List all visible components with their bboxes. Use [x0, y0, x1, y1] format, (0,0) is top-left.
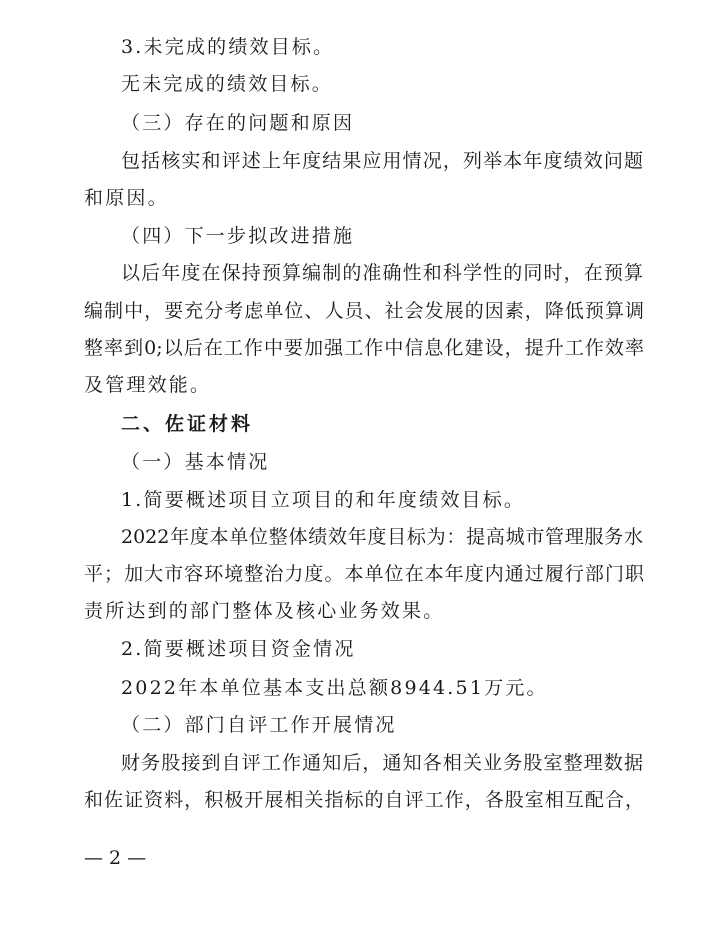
- text-line: 和原因。: [84, 187, 169, 209]
- text-line: 和佐证资料，积极开展相关指标的自评工作，各股室相互配合，: [84, 789, 644, 811]
- section-subheading: （四）下一步拟改进措施: [121, 225, 355, 247]
- text-line: 及管理效能。: [84, 374, 212, 396]
- text-line: 编制中，要充分考虑单位、人员、社会发展的因素，降低预算调: [84, 300, 644, 322]
- text-line: 财务股接到自评工作通知后，通知各相关业务股室整理数据: [121, 752, 643, 774]
- text-line: 无未完成的绩效目标。: [121, 73, 334, 95]
- text-line: 2.简要概述项目资金情况: [121, 638, 356, 660]
- text-line: 2022年本单位基本支出总额8944.51万元。: [121, 677, 548, 699]
- section-heading: 二、佐证材料: [121, 413, 254, 435]
- page-number: — 2 —: [84, 847, 147, 869]
- text-line: 平；加大市容环境整治力度。本单位在本年度内通过履行部门职: [84, 563, 644, 585]
- text-line: 包括核实和评述上年度结果应用情况，列举本年度绩效问题: [121, 150, 643, 172]
- text-line: 2022年度本单位整体绩效年度目标为：提高城市管理服务水: [121, 526, 643, 548]
- text-line: 以后年度在保持预算编制的准确性和科学性的同时，在预算: [121, 262, 643, 284]
- text-line: 3.未完成的绩效目标。: [121, 36, 335, 58]
- text-line: 整率到0;以后在工作中要加强工作中信息化建设，提升工作效率: [84, 337, 644, 359]
- text-line: 责所达到的部门整体及核心业务效果。: [84, 600, 445, 622]
- section-subheading: （三）存在的问题和原因: [121, 112, 355, 134]
- section-subheading: （二）部门自评工作开展情况: [121, 714, 397, 736]
- text-line: 1.简要概述项目立项目的和年度绩效目标。: [121, 489, 526, 511]
- section-subheading: （一）基本情况: [121, 451, 270, 473]
